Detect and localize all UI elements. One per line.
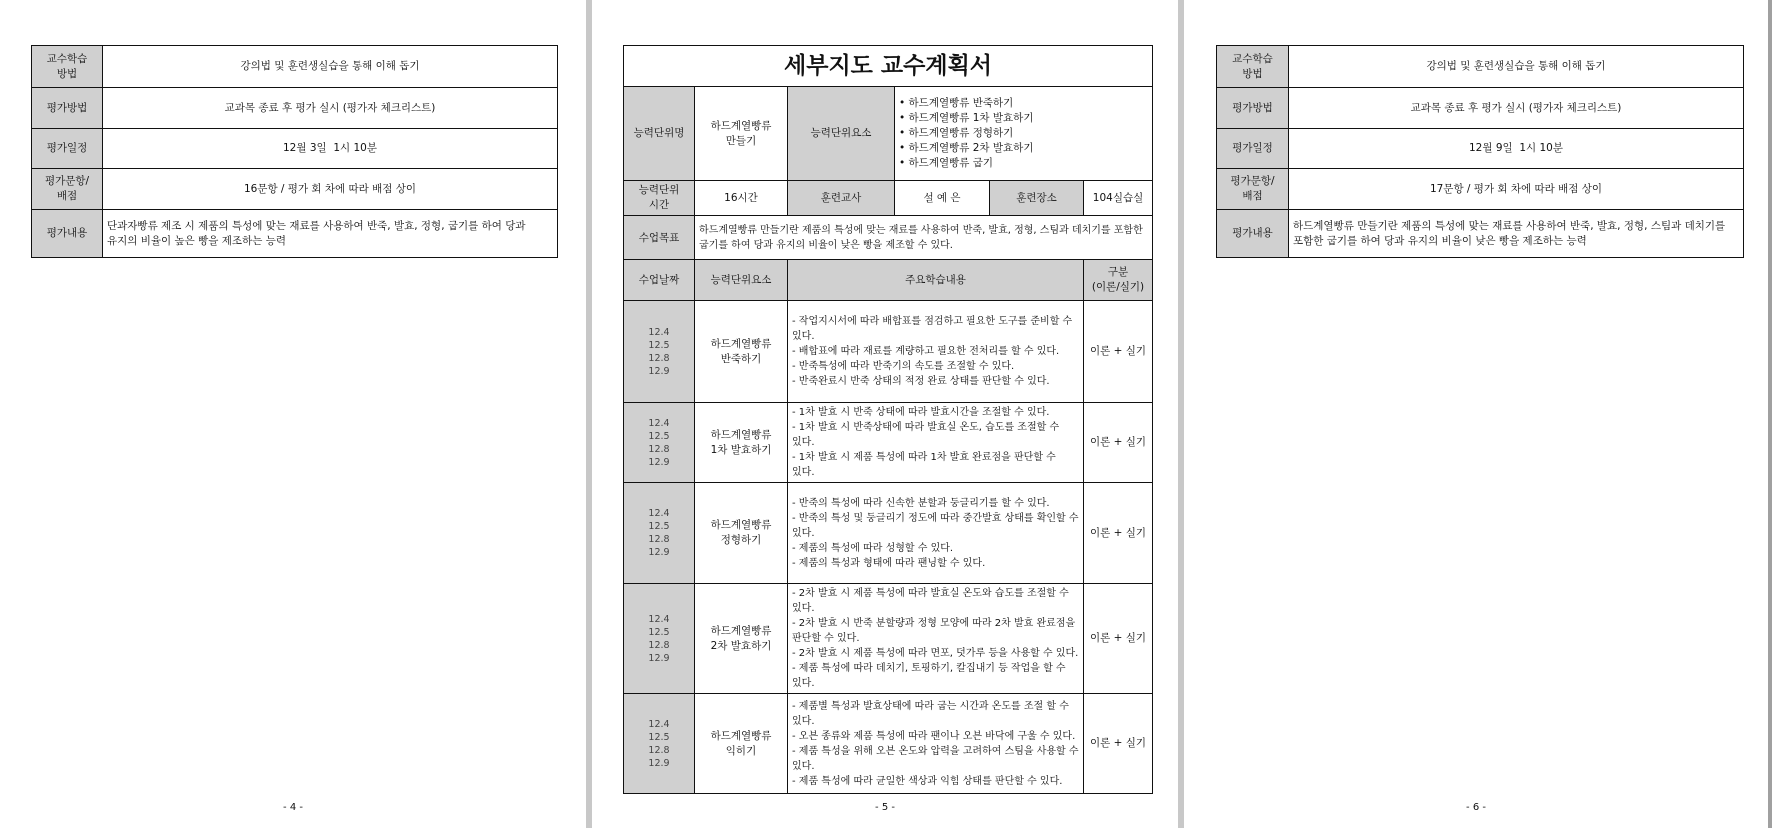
row-dates: 12.4 12.5 12.8 12.9 xyxy=(624,584,695,694)
element-item: • 하드계열빵류 2차 발효하기 xyxy=(899,141,1148,156)
row-value: 12월 9일 1시 10분 xyxy=(1289,129,1744,169)
row-content: - 1차 발효 시 반죽 상태에 따라 발효시간을 조절할 수 있다. - 1차 발효 시 반죽상태에 따라 발효실 온도, 습도를 조절할 수 있다. - 1차 발효 시 제품 특성에 따라 1차 발효 완료점을 판단할 수 있다. xyxy=(788,403,1084,483)
evaluation-table xyxy=(1216,45,1744,258)
row-type: 이론 + 실기 xyxy=(1084,694,1153,794)
table-row xyxy=(624,483,1153,584)
row-label: 평가문항/ 배점 xyxy=(32,169,103,210)
row-value: 하드계열빵류 만들기란 제품의 특성에 맞는 재료를 사용하여 반죽, 발효, 정형, 스팀과 데치기를 포함한 굽기를 하여 당과 유지의 비율이 낮은 빵을 제조하는 능력 xyxy=(1289,210,1744,258)
row-content: - 제품별 특성과 발효상태에 따라 굽는 시간과 온도를 조절 할 수 있다. - 오븐 종류와 제품 특성에 따라 팬이나 오븐 바닥에 구울 수 있다. - 제품 특성을 위해 오븐 온도와 압력을 고려하여 스팀을 사용할 수 있다. - 제품 특성에 따라 균일한 색상과 익힘 상태를 판단할 수 있다. xyxy=(788,694,1084,794)
row-element: 하드계열빵류 1차 발효하기 xyxy=(695,403,788,483)
row-dates: 12.4 12.5 12.8 12.9 xyxy=(624,403,695,483)
row-type: 이론 + 실기 xyxy=(1084,301,1153,403)
table-row xyxy=(624,584,1153,694)
elements-list xyxy=(895,87,1153,181)
schedule-table xyxy=(623,259,1153,794)
row-label: 평가일정 xyxy=(1217,129,1289,169)
row-type: 이론 + 실기 xyxy=(1084,483,1153,584)
row-label: 평가방법 xyxy=(32,88,103,129)
page-4 xyxy=(0,0,586,828)
row-value: 강의법 및 훈련생실습을 통해 이해 돕기 xyxy=(1289,46,1744,88)
row-label: 평가방법 xyxy=(1217,88,1289,129)
row-value: 16문항 / 평가 회 차에 따라 배점 상이 xyxy=(103,169,558,210)
row-value: 교과목 종료 후 평가 실시 (평가자 체크리스트) xyxy=(1289,88,1744,129)
place: 104실습실 xyxy=(1084,181,1153,216)
row-value: 교과목 종료 후 평가 실시 (평가자 체크리스트) xyxy=(103,88,558,129)
row-element: 하드계열빵류 익히기 xyxy=(695,694,788,794)
goal: 하드계열빵류 만들기란 제품의 특성에 맞는 재료를 사용하여 반죽, 발효, 정형, 스팀과 데치기를 포함한 굽기를 하여 당과 유지의 비율이 낮은 빵을 제조할 수 있다. xyxy=(695,216,1153,261)
page-number: - 6 - xyxy=(1466,802,1486,813)
row-label: 교수학습 방법 xyxy=(32,46,103,88)
row-dates: 12.4 12.5 12.8 12.9 xyxy=(624,694,695,794)
row-element: 하드계열빵류 정형하기 xyxy=(695,483,788,584)
unit-name-label: 능력단위명 xyxy=(624,87,695,181)
page-number: - 4 - xyxy=(283,802,303,813)
row-content: - 작업지시서에 따라 배합표를 점검하고 필요한 도구를 준비할 수 있다. - 배합표에 따라 재료를 계량하고 필요한 전처리를 할 수 있다. - 반죽특성에 따라 반죽기의 속도를 조절할 수 있다. - 반죽완료시 반죽 상태의 적정 완료 상태를 판단할 수 있다. xyxy=(788,301,1084,403)
element-item: • 하드계열빵류 반죽하기 xyxy=(899,96,1148,111)
hours-label: 능력단위 시간 xyxy=(624,181,695,216)
row-element: 하드계열빵류 반죽하기 xyxy=(695,301,788,403)
row-label: 평가일정 xyxy=(32,129,103,169)
place-label: 훈련장소 xyxy=(990,181,1084,216)
element-item: • 하드계열빵류 굽기 xyxy=(899,156,1148,171)
table-row xyxy=(624,301,1153,403)
unit-name: 하드계열빵류 만들기 xyxy=(695,87,788,181)
row-value: 17문항 / 평가 회 차에 따라 배점 상이 xyxy=(1289,169,1744,210)
elements-label: 능력단위요소 xyxy=(788,87,895,181)
row-type: 이론 + 실기 xyxy=(1084,403,1153,483)
row-label: 평가내용 xyxy=(1217,210,1289,258)
row-dates: 12.4 12.5 12.8 12.9 xyxy=(624,483,695,584)
header-date: 수업날짜 xyxy=(624,260,695,301)
table-row xyxy=(624,403,1153,483)
scroll-edge xyxy=(1768,0,1772,828)
header-type: 구분 (이론/실기) xyxy=(1084,260,1153,301)
goal-label: 수업목표 xyxy=(624,216,695,261)
row-label: 교수학습 방법 xyxy=(1217,46,1289,88)
evaluation-table xyxy=(31,45,558,258)
teacher-label: 훈련교사 xyxy=(788,181,895,216)
header-content: 주요학습내용 xyxy=(788,260,1084,301)
table-row xyxy=(624,694,1153,794)
header-element: 능력단위요소 xyxy=(695,260,788,301)
row-label: 평가내용 xyxy=(32,210,103,258)
hours: 16시간 xyxy=(695,181,788,216)
element-item: • 하드계열빵류 1차 발효하기 xyxy=(899,111,1148,126)
row-label: 평가문항/ 배점 xyxy=(1217,169,1289,210)
row-dates: 12.4 12.5 12.8 12.9 xyxy=(624,301,695,403)
page-6 xyxy=(1184,0,1768,828)
row-element: 하드계열빵류 2차 발효하기 xyxy=(695,584,788,694)
row-value: 강의법 및 훈련생실습을 통해 이해 돕기 xyxy=(103,46,558,88)
teacher: 설 예 은 xyxy=(895,181,990,216)
element-item: • 하드계열빵류 정형하기 xyxy=(899,126,1148,141)
row-value: 12월 3일 1시 10분 xyxy=(103,129,558,169)
row-value: 단과자빵류 제조 시 제품의 특성에 맞는 재료를 사용하여 반죽, 발효, 정형, 굽기를 하여 당과 유지의 비율이 높은 빵을 제조하는 능력 xyxy=(103,210,558,258)
row-content: - 2차 발효 시 제품 특성에 따라 발효실 온도와 습도를 조절할 수 있다. - 2차 발효 시 반죽 분할량과 정형 모양에 따라 2차 발효 완료점을 판단할 수 있다. - 2차 발효 시 제품 특성에 따라 면포, 덧가루 등을 사용할 수 있다. - 제품 특성에 따라 데치기, 토핑하기, 칼집내기 등 작업을 할 수 있다. xyxy=(788,584,1084,694)
row-type: 이론 + 실기 xyxy=(1084,584,1153,694)
page-5 xyxy=(592,0,1178,828)
row-content: - 반죽의 특성에 따라 신속한 분할과 둥글리기를 할 수 있다. - 반죽의 특성 및 둥글리기 정도에 따라 중간발효 상태를 확인할 수 있다. - 제품의 특성에 따라 성형할 수 있다. - 제품의 특성과 형태에 따라 팬닝할 수 있다. xyxy=(788,483,1084,584)
lesson-plan-table xyxy=(623,45,1153,261)
document-title: 세부지도 교수계획서 xyxy=(624,46,1153,87)
page-number: - 5 - xyxy=(875,802,895,813)
